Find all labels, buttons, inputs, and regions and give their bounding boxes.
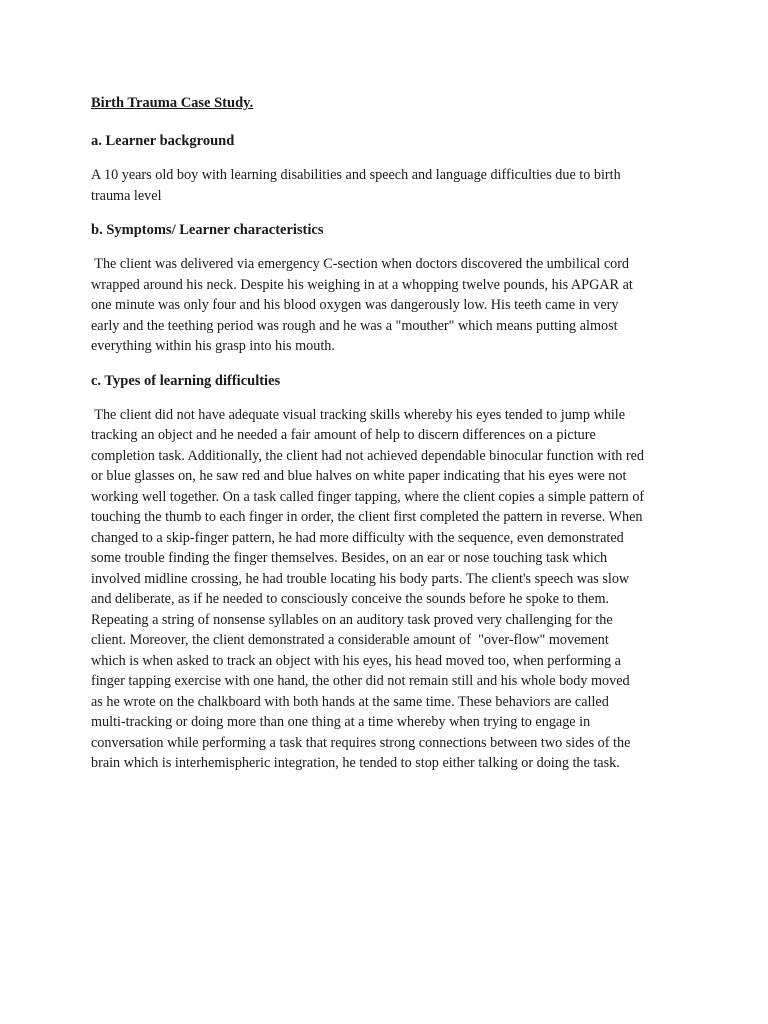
paragraph-line: The client was delivered via emergency C-section when doctors discovered the umbilical cord [91,256,630,272]
section-paragraph [91,405,691,774]
paragraph-line: conversation while performing a task that requires strong connections between two sides of the [91,734,631,751]
paragraph-line: trauma level [91,187,162,204]
section-heading: a. Learner background [91,133,235,149]
paragraph-line: The client did not have adequate visual tracking skills whereby his eyes tended to jump while [91,406,625,423]
paragraph-line: changed to a skip-finger pattern, he had more difficulty with the sequence, even demonstrated [91,529,624,546]
paragraph-line: or blue glasses on, he saw red and blue halves on white paper indicating that his eyes were not [91,468,627,484]
paragraph-line: Repeating a string of nonsense syllables on an auditory task proved very challenging for the [91,611,613,628]
section-symptoms [91,220,691,357]
section-learning-difficulties [91,371,691,774]
paragraph-line: A 10 years old boy with learning disabilities and speech and language difficulties due to birth [91,167,621,183]
paragraph-line: working well together. On a task called finger tapping, where the client copies a simple pattern of [91,488,645,505]
section-heading: b. Symptoms/ Learner characteristics [91,222,324,238]
section-paragraph [91,254,691,357]
paragraph-line: tracking an object and he needed a fair amount of help to discern differences on a picture [91,427,596,443]
paragraph-line: everything within his grasp into his mouth. [91,338,335,354]
paragraph-line: one minute was only four and his blood oxygen was dangerously low. His teeth came in very [91,297,619,313]
paragraph-line: client. Moreover, the client demonstrated a considerable amount of "over-flow" movement [91,632,609,648]
paragraph-line: wrapped around his neck. Despite his weighing in at a whopping twelve pounds, his APGAR at [91,276,633,293]
paragraph-line: and deliberate, as if he needed to consciously conceive the sounds before he spoke to them. [91,591,610,607]
paragraph-line: finger tapping exercise with one hand, the other did not remain still and his whole body moved [91,673,630,689]
paragraph-line: as he wrote on the chalkboard with both hands at the same time. These behaviors are called [91,693,609,710]
paragraph-line: multi-tracking or doing more than one thing at a time whereby when trying to engage in [91,714,591,730]
paragraph-line: touching the thumb to each finger in order, the client first completed the pattern in reverse. When [91,509,643,525]
paragraph-line: involved midline crossing, he had trouble locating his body parts. The client's speech was slow [91,570,630,587]
paragraph-line: completion task. Additionally, the client had not achieved dependable binocular function with red [91,447,645,464]
document-title: Birth Trauma Case Study. [91,95,254,111]
section-learner-background [91,131,691,206]
paragraph-line: brain which is interhemispheric integration, he tended to stop either talking or doing the task. [91,755,620,771]
section-heading: c. Types of learning difficulties [91,372,281,389]
paragraph-line: early and the teething period was rough and he was a "mouther" which means putting almost [91,317,618,334]
paragraph-line: which is when asked to track an object with his eyes, his head moved too, when performing a [91,652,621,669]
document-page [91,93,691,788]
paragraph-line: some trouble finding the finger themselves. Besides, on an ear or nose touching task which [91,550,608,566]
section-paragraph [91,165,691,206]
